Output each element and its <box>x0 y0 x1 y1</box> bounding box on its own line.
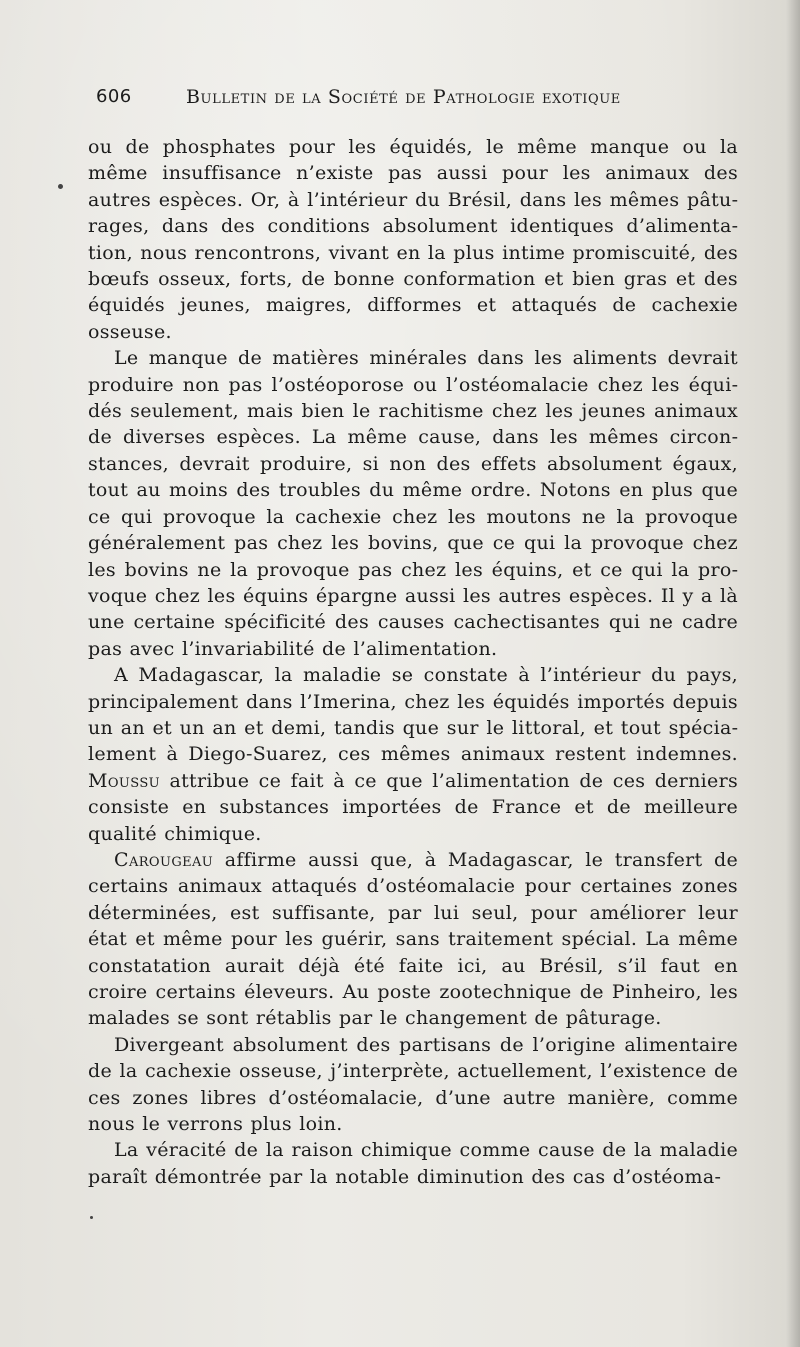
page-number: 606 <box>96 86 132 107</box>
paragraph <box>88 345 738 662</box>
author-name: Moussu <box>88 769 161 792</box>
dust-speck <box>90 1216 93 1219</box>
running-title: Bulletin de la Société de Pathologie exotique <box>186 86 621 108</box>
page-edge-shadow <box>786 0 800 1347</box>
paragraph-text: attribue ce fait à ce que l’alimentation de ces derniers consiste en substances importées de France et de meilleure qualité chimique. <box>88 769 738 845</box>
paragraph-text: affirme aussi que, à Madagascar, le transfert de certains animaux attaqués d’ostéomalacie pour certaines zones déterminées, est suffisante, par lui seul, pour améliorer leur état et même pour les guérir, sans traitement spécial. La même constatation aurait déjà été faite ici, au Brésil, s’il faut en croire certains éleveurs. Au poste zootechnique de Pinheiro, les malades se sont rétablis par le changement de pâturage. <box>88 848 738 1030</box>
dust-speck <box>58 184 63 189</box>
paragraph-continuation <box>88 134 738 345</box>
paragraph-text: Divergeant absolument des partisans de l’origine alimentaire de la cachexie osseuse, j’interprète, actuellement, l’existence de ces zones libres d’ostéomalacie, d’une autre manière, comme nous le verrons plus loin. <box>88 1033 738 1136</box>
paragraph <box>88 1137 738 1190</box>
body-text <box>88 134 738 1190</box>
author-name: Carougeau <box>114 848 214 871</box>
paragraph-text: La véracité de la raison chimique comme cause de la maladie paraît démontrée par la notable diminution des cas d’ostéoma- <box>88 1139 738 1188</box>
paragraph-text: Le manque de matières minérales dans les aliments devrait produire non pas l’ostéoporose ou l’ostéomalacie chez les équidés seulement, mais bien le rachitisme chez les jeunes animaux de diverses espèces. La même cause, dans les mêmes circonstances, devrait produire, si non des effets absolument égaux, tout au moins des troubles du même ordre. Notons en plus que ce qui provoque la cachexie chez les moutons ne la provoque généralement pas chez les bovins, que ce qui la provoque chez les bovins ne la provoque pas chez les équins, et ce qui la provoque chez les équins épargne aussi les autres espèces. Il y a là une certaine spécificité des causes cachectisantes qui ne cadre pas avec l’invariabilité de l’alimentation. <box>88 347 738 660</box>
paragraph-text: A Madagascar, la maladie se constate à l’intérieur du pays, principalement dans l’Imerina, chez les équidés importés depuis un an et un an et demi, tandis que sur le littoral, et tout spécialement à Diego-Suarez, ces mêmes animaux restent indemnes. <box>88 664 738 766</box>
paragraph <box>88 847 738 1032</box>
running-header <box>96 86 740 116</box>
paragraph <box>88 1032 738 1138</box>
paragraph <box>88 662 738 847</box>
paragraph-text: ou de phosphates pour les équidés, le même manque ou la même insuffisance n’existe pas aussi pour les animaux des autres espèces. Or, à l’intérieur du Brésil, dans les mêmes pâturages, dans des conditions absolument identiques d’alimentation, nous rencontrons, vivant en la plus intime promiscuité, des bœufs osseux, forts, de bonne conformation et bien gras et des équidés jeunes, maigres, difformes et attaqués de cachexie osseuse. <box>88 136 738 343</box>
